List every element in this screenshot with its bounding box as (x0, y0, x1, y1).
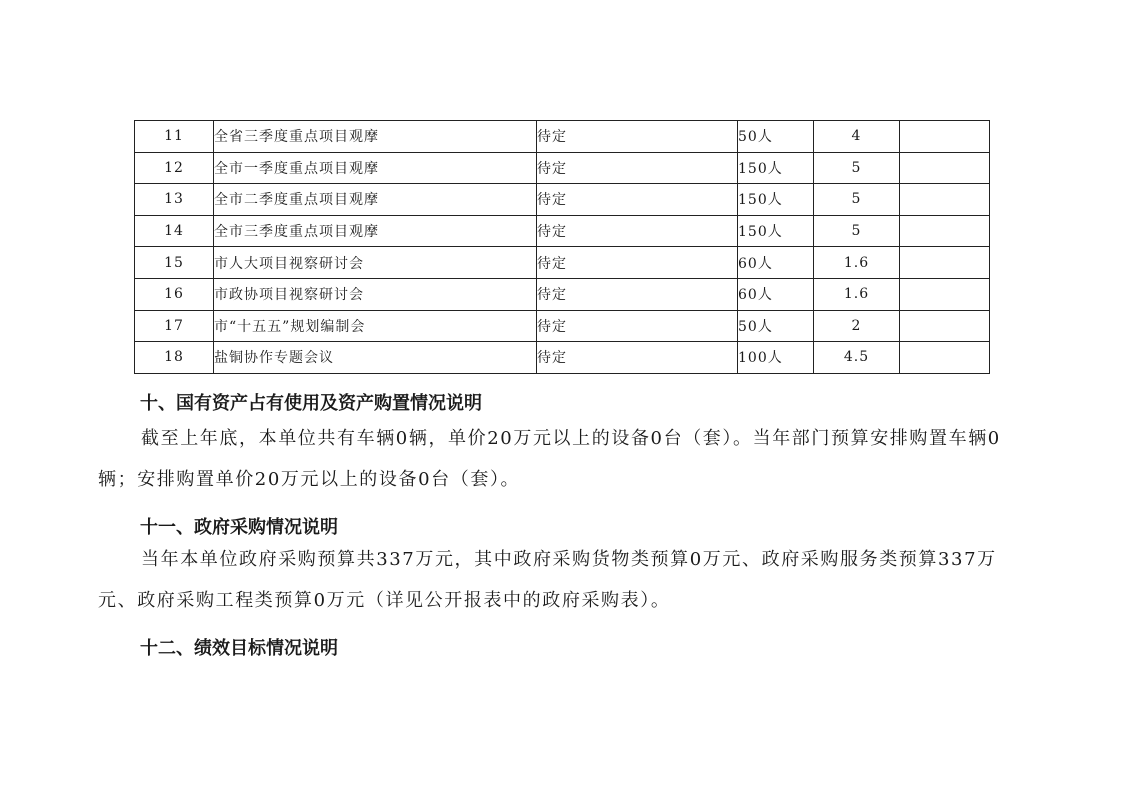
meeting-name-cell: 市政协项目视察研讨会 (214, 278, 537, 310)
remark-cell (900, 152, 990, 184)
remark-cell (900, 121, 990, 153)
table-row (135, 184, 990, 216)
meeting-time-cell: 待定 (537, 121, 738, 153)
budget-amount-cell: 1.6 (814, 247, 900, 279)
meeting-name-cell: 市人大项目视察研讨会 (214, 247, 537, 279)
row-number-cell: 17 (135, 310, 214, 342)
attendee-count-cell: 100人 (738, 342, 814, 374)
budget-amount-cell: 5 (814, 184, 900, 216)
attendee-count-cell: 50人 (738, 121, 814, 153)
meeting-time-cell: 待定 (537, 310, 738, 342)
table-row (135, 121, 990, 153)
attendee-count-cell: 50人 (738, 310, 814, 342)
meeting-time-cell: 待定 (537, 152, 738, 184)
table-row (135, 342, 990, 374)
row-number-cell: 14 (135, 215, 214, 247)
meeting-table-body (135, 121, 990, 374)
meeting-name-cell: 全市一季度重点项目观摩 (214, 152, 537, 184)
meeting-name-cell: 盐铜协作专题会议 (214, 342, 537, 374)
remark-cell (900, 184, 990, 216)
row-number-cell: 12 (135, 152, 214, 184)
attendee-count-cell: 60人 (738, 278, 814, 310)
row-number-cell: 18 (135, 342, 214, 374)
table-row (135, 247, 990, 279)
remark-cell (900, 215, 990, 247)
table-row (135, 310, 990, 342)
table-row (135, 215, 990, 247)
attendee-count-cell: 60人 (738, 247, 814, 279)
budget-amount-cell: 1.6 (814, 278, 900, 310)
budget-amount-cell: 5 (814, 215, 900, 247)
meeting-name-cell: 全省三季度重点项目观摩 (214, 121, 537, 153)
attendee-count-cell: 150人 (738, 152, 814, 184)
meeting-name-cell: 全市二季度重点项目观摩 (214, 184, 537, 216)
section-11-heading: 十一、政府采购情况说明 (140, 517, 338, 538)
attendee-count-cell: 150人 (738, 215, 814, 247)
meeting-time-cell: 待定 (537, 215, 738, 247)
row-number-cell: 16 (135, 278, 214, 310)
remark-cell (900, 342, 990, 374)
budget-amount-cell: 2 (814, 310, 900, 342)
row-number-cell: 15 (135, 247, 214, 279)
meeting-name-cell: 市“十五五”规划编制会 (214, 310, 537, 342)
meeting-table (134, 120, 990, 374)
section-10-body: 截至上年底，本单位共有车辆0辆，单价20万元以上的设备0台（套）。当年部门预算安排购置车辆0辆；安排购置单价20万元以上的设备0台（套）。 (98, 428, 1001, 490)
meeting-name-cell: 全市三季度重点项目观摩 (214, 215, 537, 247)
budget-amount-cell: 5 (814, 152, 900, 184)
remark-cell (900, 310, 990, 342)
table-row (135, 278, 990, 310)
meeting-time-cell: 待定 (537, 342, 738, 374)
budget-amount-cell: 4 (814, 121, 900, 153)
attendee-count-cell: 150人 (738, 184, 814, 216)
remark-cell (900, 247, 990, 279)
meeting-time-cell: 待定 (537, 247, 738, 279)
section-11-body: 当年本单位政府采购预算共337万元，其中政府采购货物类预算0万元、政府采购服务类预算337万元、政府采购工程类预算0万元（详见公开报表中的政府采购表）。 (98, 549, 997, 611)
table-row (135, 152, 990, 184)
meeting-time-cell: 待定 (537, 278, 738, 310)
section-12-heading: 十二、绩效目标情况说明 (140, 638, 338, 659)
budget-amount-cell: 4.5 (814, 342, 900, 374)
row-number-cell: 13 (135, 184, 214, 216)
row-number-cell: 11 (135, 121, 214, 153)
remark-cell (900, 278, 990, 310)
meeting-time-cell: 待定 (537, 184, 738, 216)
section-10-heading: 十、国有资产占有使用及资产购置情况说明 (140, 393, 482, 414)
